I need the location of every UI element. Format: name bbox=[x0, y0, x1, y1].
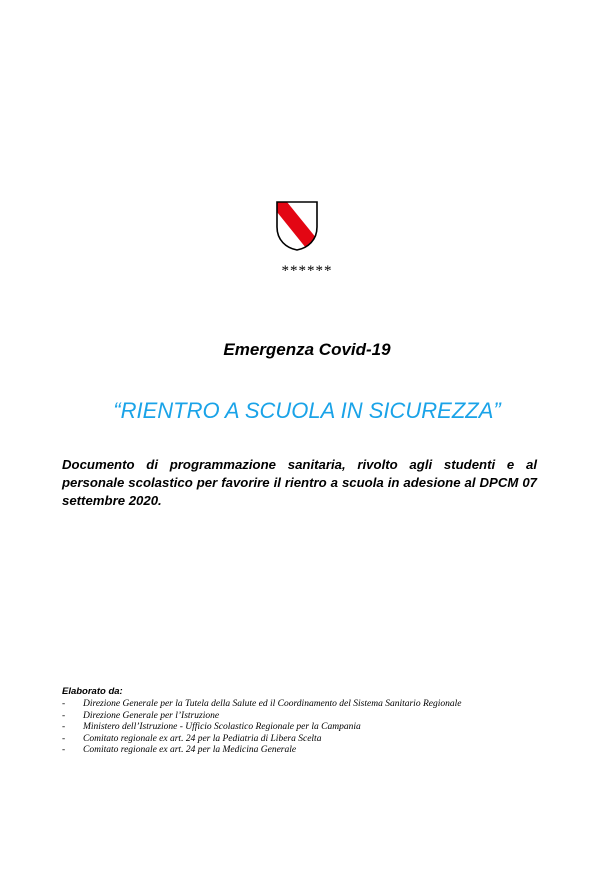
list-bullet: - bbox=[62, 699, 66, 709]
document-description: Documento di programmazione sanitaria, rivolto agli studenti e al personale scolastico per favorire il rientro a scuola in adesione al DPCM 07 settembre 2020. bbox=[62, 457, 537, 508]
document-subtitle: Emergenza Covid-19 bbox=[223, 340, 391, 359]
credits-heading: Elaborato da: bbox=[62, 686, 123, 697]
credits-list-item bbox=[62, 699, 562, 711]
credits-item-text: Comitato regionale ex art. 24 per la Pediatria di Libera Scelta bbox=[83, 733, 322, 744]
credits-section bbox=[62, 686, 562, 757]
credits-list-item bbox=[62, 722, 562, 734]
document-title: “RIENTRO A SCUOLA IN SICUREZZA” bbox=[113, 398, 501, 423]
campania-region-crest-icon bbox=[274, 199, 320, 253]
credits-list-item bbox=[62, 745, 562, 757]
credits-item-text: Direzione Generale per l’Istruzione bbox=[83, 710, 220, 721]
credits-item-text: Direzione Generale per la Tutela della Salute ed il Coordinamento del Sistema Sanitario Regionale bbox=[83, 699, 462, 709]
credits-list-item bbox=[62, 734, 562, 746]
list-bullet: - bbox=[62, 745, 66, 756]
credits-item-text: Ministero dell’Istruzione - Ufficio Scolastico Regionale per la Campania bbox=[83, 722, 361, 733]
list-bullet: - bbox=[62, 733, 66, 744]
list-bullet: - bbox=[62, 722, 66, 733]
credits-list-item bbox=[62, 711, 562, 723]
separator-stars: ****** bbox=[281, 263, 333, 279]
list-bullet: - bbox=[62, 710, 66, 721]
credits-list bbox=[62, 699, 562, 757]
credits-item-text: Comitato regionale ex art. 24 per la Medicina Generale bbox=[83, 745, 297, 756]
